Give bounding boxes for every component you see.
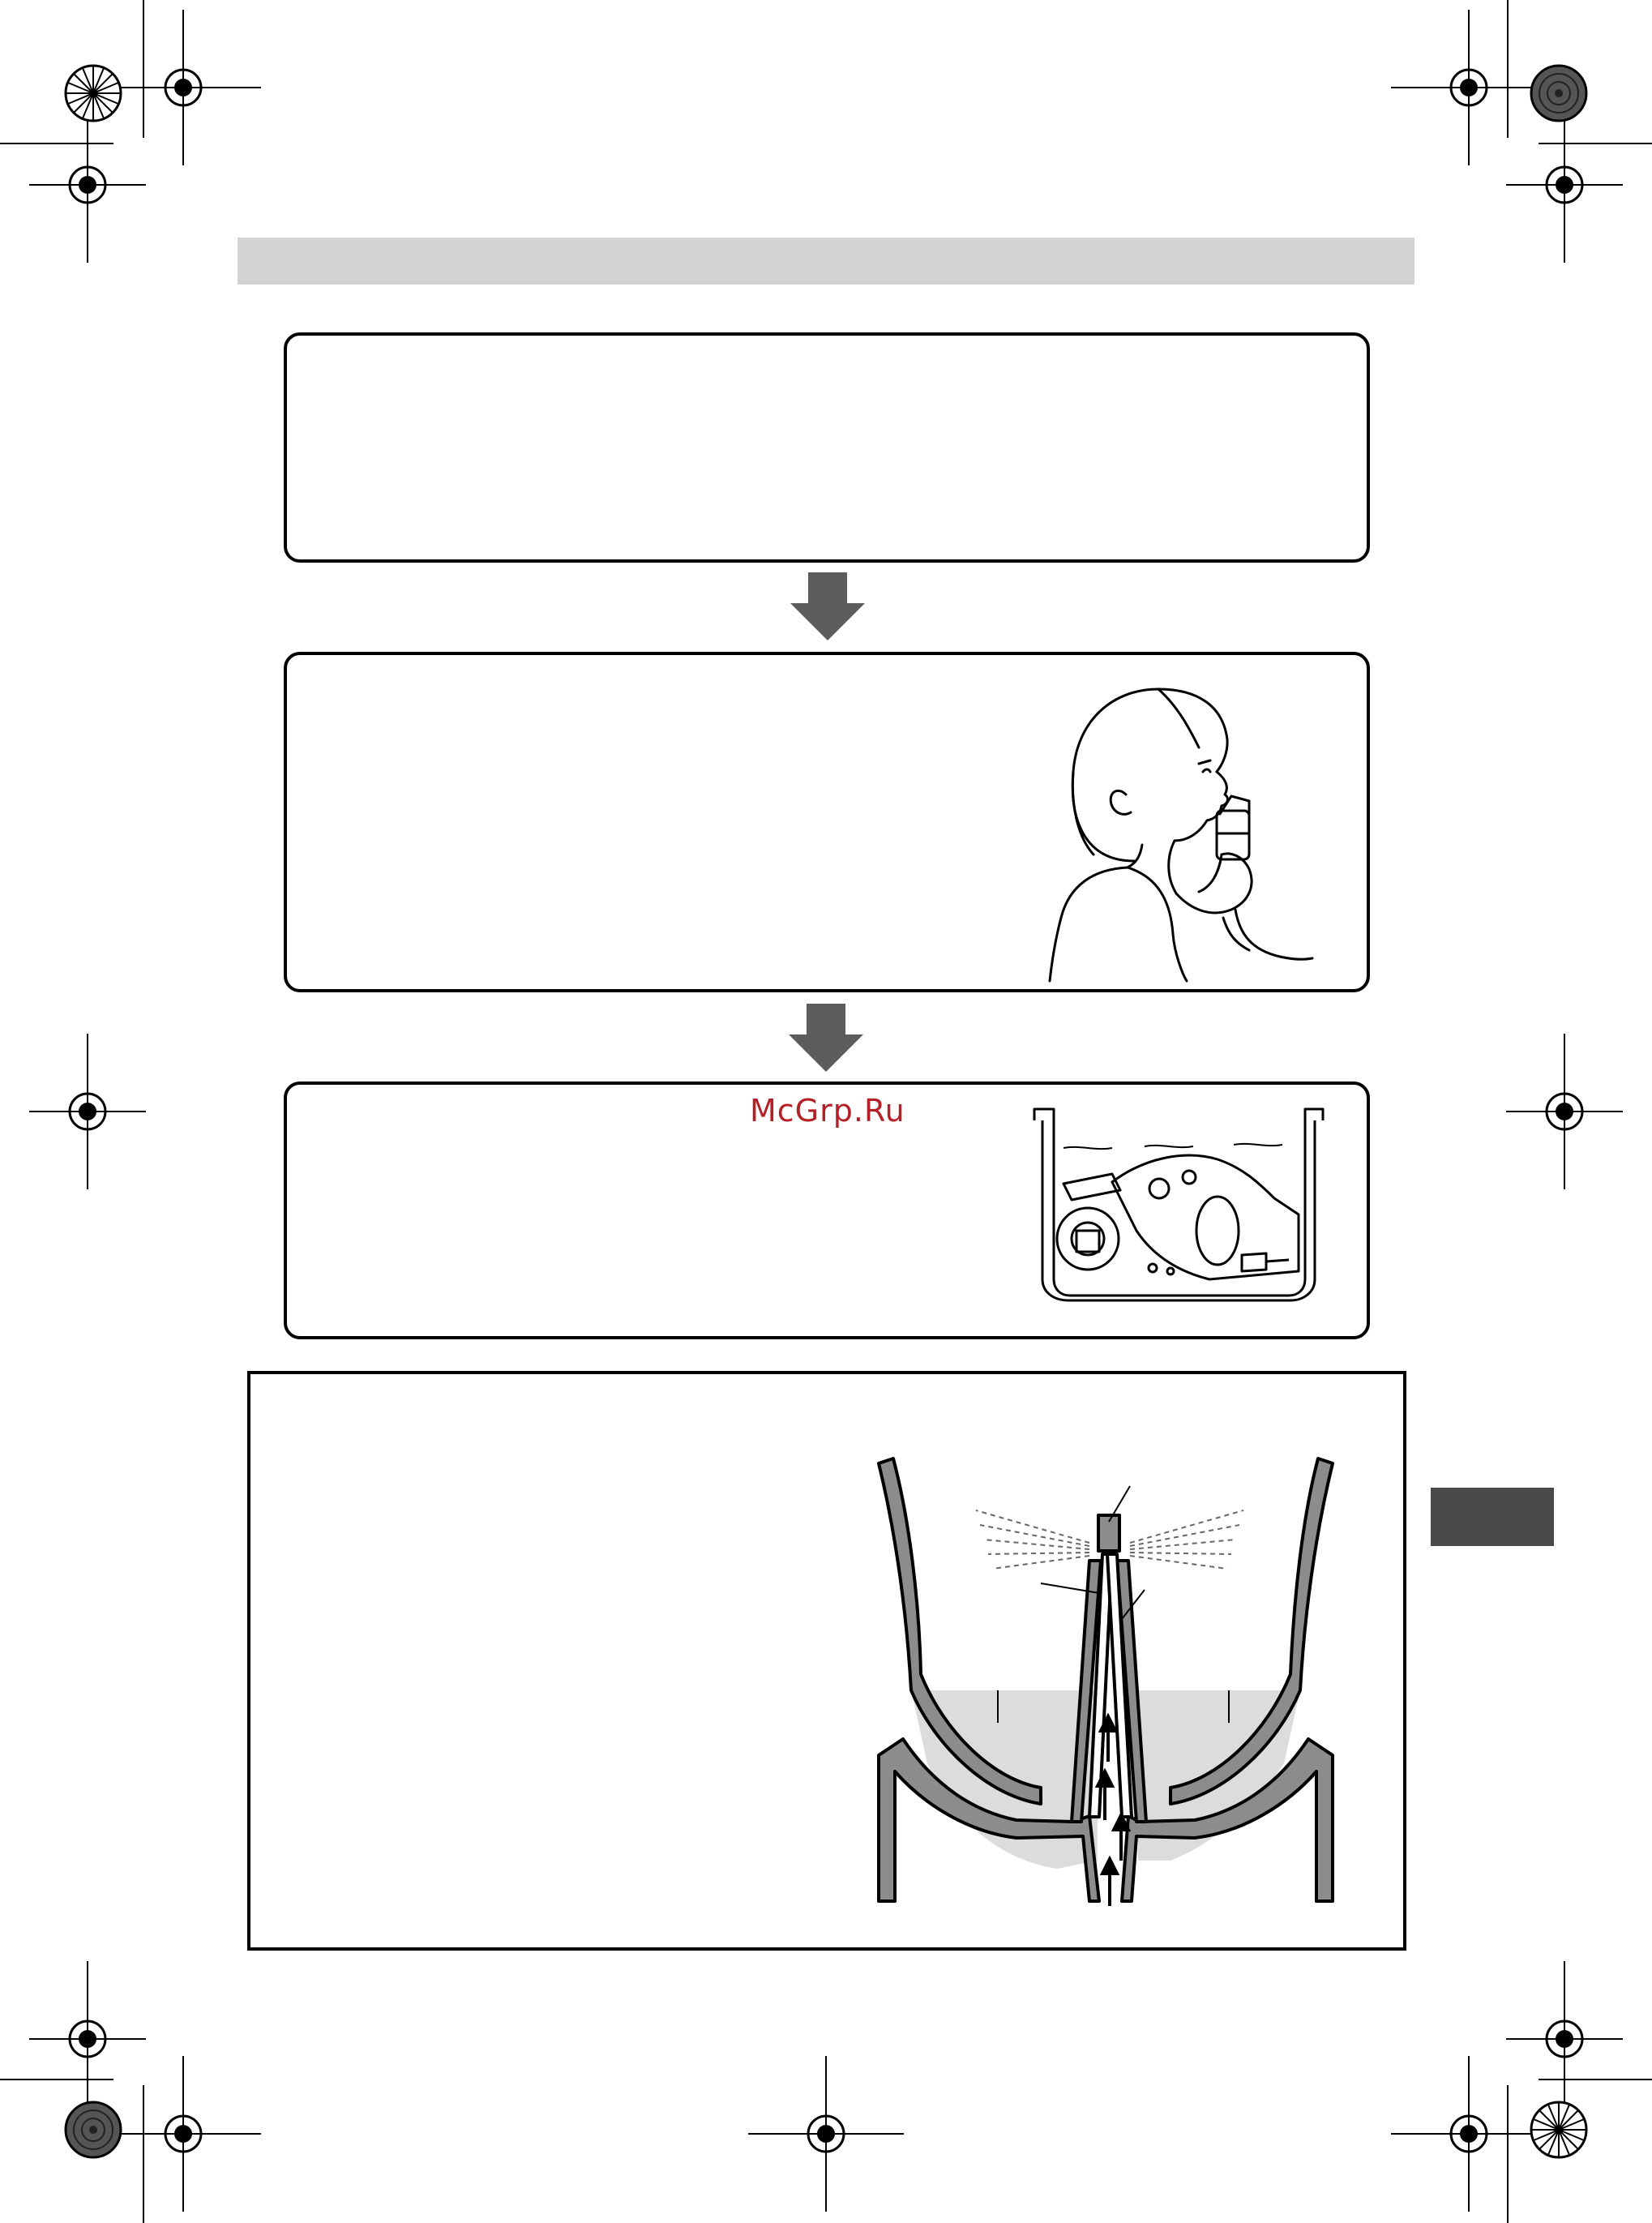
person-using-inhaler-illustration (1037, 675, 1312, 983)
down-arrow-icon (785, 1004, 867, 1077)
registration-mark-icon (105, 10, 261, 165)
color-wheel-icon (1531, 2102, 1586, 2157)
registration-mark-icon (29, 1034, 146, 1189)
section-header-bar (238, 238, 1414, 285)
color-wheel-icon (66, 2102, 121, 2157)
registration-mark-icon (1391, 2056, 1547, 2212)
chapter-tab-marker (1431, 1488, 1554, 1546)
registration-mark-icon (1506, 1034, 1623, 1189)
registration-mark-icon (1506, 1961, 1623, 2117)
registration-mark-icon (748, 2056, 904, 2212)
nebulizer-parts-in-water-illustration (1031, 1109, 1339, 1296)
step-panel-2 (284, 652, 1370, 992)
registration-mark-icon (29, 1961, 146, 2117)
step-panel-1 (284, 332, 1370, 563)
registration-mark-icon (105, 2056, 261, 2212)
color-wheel-icon (66, 66, 121, 121)
registration-mark-icon (1391, 10, 1547, 165)
watermark-text: McGrp.Ru (750, 1093, 905, 1129)
nebulizer-cross-section-diagram (846, 1407, 1333, 1925)
down-arrow-icon (787, 572, 868, 645)
color-wheel-icon (1531, 66, 1586, 121)
registration-mark-icon (29, 107, 146, 263)
registration-mark-icon (1506, 107, 1623, 263)
explanation-box (247, 1371, 1406, 1951)
